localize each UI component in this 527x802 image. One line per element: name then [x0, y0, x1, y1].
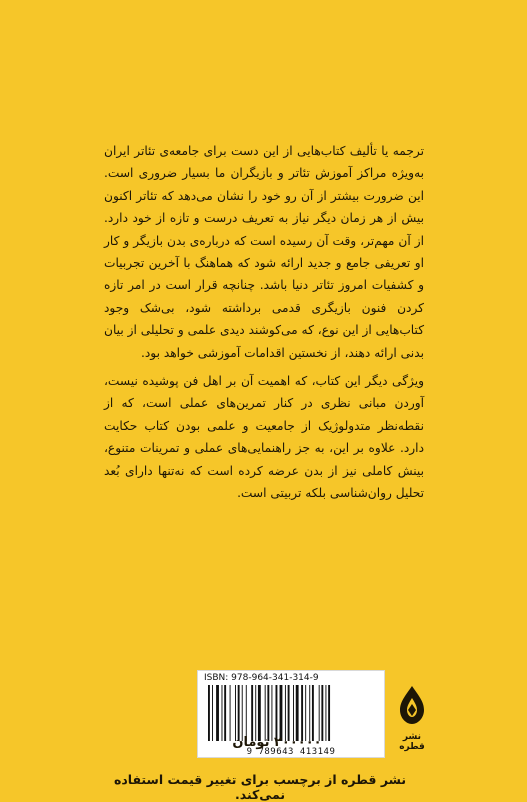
publisher-logo-icon [397, 684, 427, 728]
description-paragraph-1: ترجمه یا تألیف کتاب‌هایی از این دست برای جامعه‌ی تئاتر ایران به‌ویژه مراکز آموزش تئاتر و بازیگران ما بسیار ضروری است. این ضرورت بیشتر از آن رو خود را نشان می‌دهد که تئاتر اکنون بیش از هر زمان دیگر نیاز به تعریف درست و تازه از خود دارد. از آن مهم‌تر، وقت آن رسیده است که درباره‌ی بدن بازیگر و کار او تعریفی جامع و جدید ارائه شود که هماهنگ با آخرین تجربیات و کشفیات امروز تئاتر دنیا باشد. چنانچه قرار است در امر تازه کردن فنون بازیگری قدمی برداشته شود، بی‌شک وجود کتاب‌هایی از این نوع، که می‌کوشند دیدی علمی و تحلیلی از بیان بدنی ارائه دهند، از نخستین اقدامات آموزشی خواهد بود. [104, 144, 424, 360]
isbn-text: ISBN: 978-964-341-314-9 [204, 673, 319, 683]
price-label: ۲۰۰۰۰۰ تومان [232, 735, 322, 750]
description-text [104, 140, 424, 511]
description-paragraph-2: ویژگی دیگر این کتاب، که اهمیت آن بر اهل فن پوشیده نیست، آوردن مبانی نظری در کنار تمرین‌های عملی است، که از نقطه‌نظر متدولوژیک از جامعیت و علمی بودن کتاب حکایت دارد. علاوه بر این، به جز راهنمایی‌های عملی و تمرینات متنوع، بینش کاملی نیز از بدن عرضه کرده است که نه‌تنها دارای بُعد تحلیل روان‌شناسی بلکه تربیتی است. [104, 374, 424, 501]
barcode-bars [206, 685, 376, 741]
price-sticker-notice: نشر قطره از برچسب برای تغییر قیمت استفاده نمی‌کند. [113, 772, 407, 802]
barcode-digits: 9 789643 413149 [246, 747, 336, 757]
publisher-name: نشر قطره [399, 732, 425, 752]
